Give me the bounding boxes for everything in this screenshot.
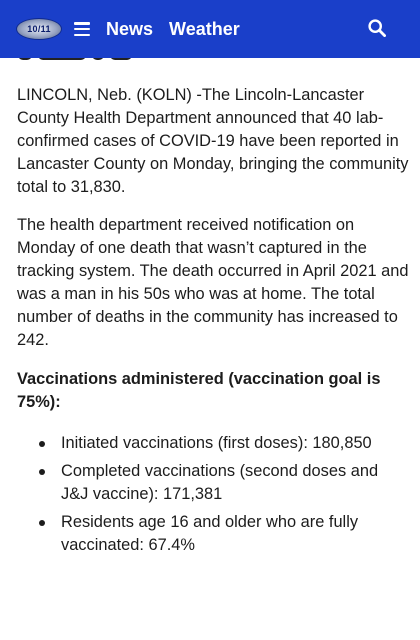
vaccination-heading: Vaccinations administered (vaccination goal is 75%): [17, 370, 381, 411]
article-paragraph-1: LINCOLN, Neb. (KOLN) -The Lincoln-Lancaster County Health Department announced that 40 lab-confirmed cases of COVID-19 have been reported in Lancaster County on Monday, bringing the community total to 31,830. [17, 86, 409, 196]
logo-text: 10/11 [27, 24, 51, 34]
nav-link-news[interactable]: News [106, 18, 154, 39]
list-item-text: Initiated vaccinations (first doses): 180,850 [61, 434, 372, 452]
article-paragraph-2: The health department received notification on Monday of one death that wasn’t captured in the tracking system. The death occurred in April 2021 and was a man in his 50s who was at home. The total number of deaths in the community has increased to 242. [17, 216, 409, 349]
list-item [17, 432, 409, 455]
article-body [17, 84, 409, 562]
search-icon[interactable] [368, 19, 386, 37]
bullet-dot [39, 441, 45, 447]
vaccination-list [17, 432, 409, 557]
list-item-text: Completed vaccinations (second doses and J&J vaccine): 171,381 [61, 462, 379, 503]
list-item-text: Residents age 16 and older who are fully vaccinated: 67.4% [61, 513, 359, 554]
top-navigation-bar [0, 0, 420, 58]
bullet-dot [39, 469, 45, 475]
bullet-dot [39, 520, 45, 526]
nav-link-weather[interactable]: Weather [169, 18, 240, 39]
list-item [17, 460, 409, 506]
hamburger-menu-icon[interactable] [74, 22, 90, 36]
list-item [17, 511, 409, 557]
clipped-text-above [18, 58, 138, 62]
station-logo[interactable] [16, 18, 62, 40]
